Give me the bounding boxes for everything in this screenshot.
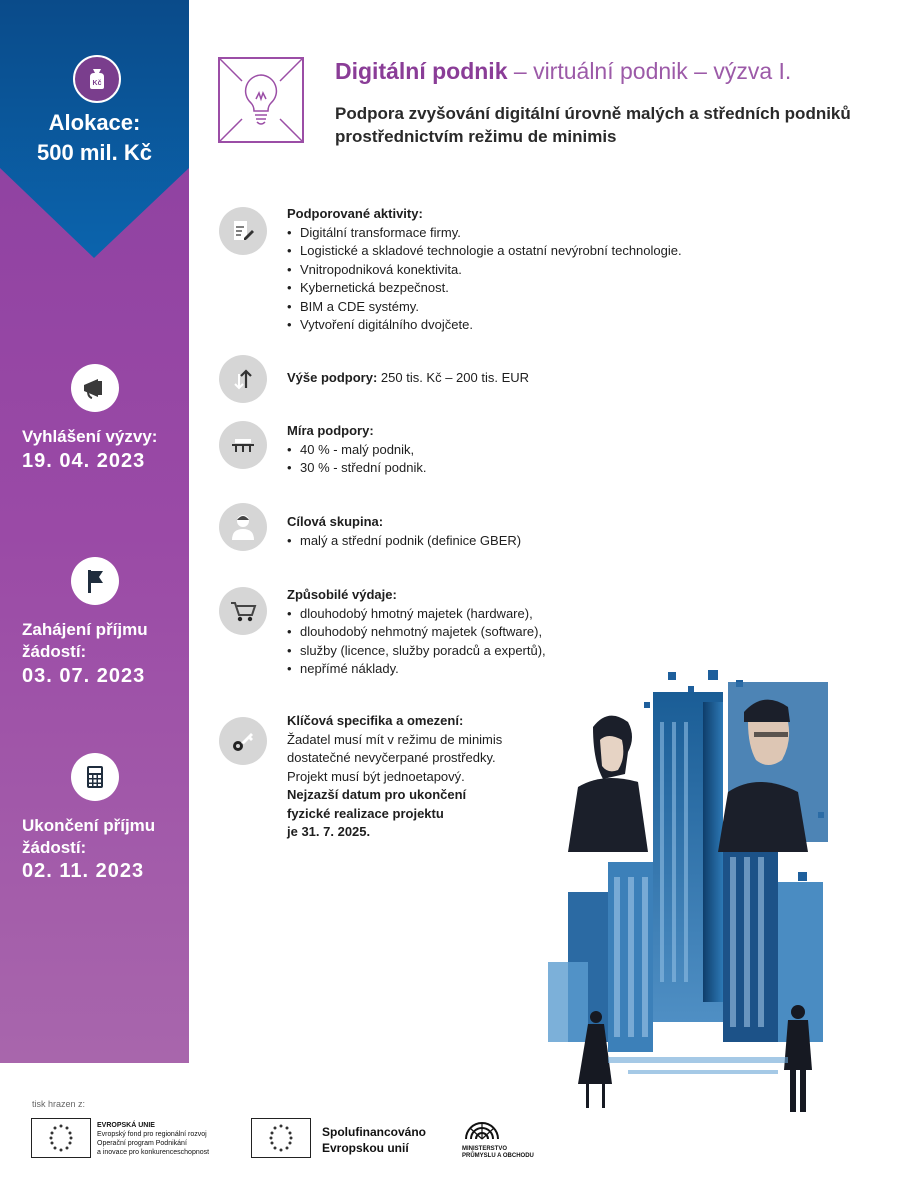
key-icon — [219, 717, 267, 765]
list-item: • Logistické a skladové technologie a ostatní nevýrobní technologie. — [287, 242, 757, 261]
support-amount-value: 250 tis. Kč – 200 tis. EUR — [377, 370, 530, 385]
page-title-rest: – virtuální podnik – výzva I. — [507, 58, 792, 84]
list-item: • dlouhodobý hmotný majetek (hardware), — [287, 605, 757, 624]
intake-end-label-line2: žádostí: — [22, 838, 87, 857]
section-target-group — [287, 513, 757, 550]
call-announcement-date: 19. 04. 2023 — [22, 450, 146, 472]
section-support-rate — [287, 422, 757, 478]
eu-fund-text — [97, 1121, 237, 1157]
activities-list — [287, 224, 757, 335]
specifics-line: Projekt musí být jednoetapový. — [287, 768, 465, 784]
target-group-list — [287, 532, 757, 551]
lightbulb-icon — [218, 57, 304, 143]
megaphone-icon — [71, 364, 119, 412]
specifics-deadline: Nejzazší datum pro ukončení — [287, 787, 467, 802]
support-amount-heading: Výše podpory: — [287, 370, 378, 385]
money-bag-icon — [73, 55, 121, 103]
page-subtitle: Podpora zvyšování digitální úrovně malých a středních podniků prostřednictvím režimu de minimis — [335, 104, 851, 146]
specifics-deadline: je 31. 7. 2025. — [287, 824, 371, 839]
intake-start-date: 03. 07. 2023 — [22, 665, 146, 687]
intake-end-label — [22, 815, 182, 859]
eu-fund-line: Operační program Podnikání — [97, 1140, 187, 1147]
scale-icon — [219, 421, 267, 469]
intake-start-label — [22, 619, 182, 663]
intake-start-label-line2: žádostí: — [22, 642, 87, 661]
section-activities — [287, 205, 757, 335]
activities-heading: Podporované aktivity: — [287, 206, 423, 221]
allocation-value: 500 mil. Kč — [37, 140, 152, 165]
specifics-heading: Klíčová specifika a omezení: — [287, 713, 464, 728]
target-group-heading: Cílová skupina: — [287, 514, 384, 529]
specifics-line: Žadatel musí mít v režimu de minimis — [287, 731, 503, 747]
print-note: tisk hrazen z: — [32, 1099, 86, 1109]
list-item: • Kybernetická bezpečnost. — [287, 279, 757, 298]
ministry-line1: MINISTERSTVO — [462, 1146, 508, 1152]
specifics-deadline: fyzické realizace projektu — [287, 805, 444, 821]
list-item: • služby (licence, služby poradců a expertů), — [287, 642, 757, 661]
intake-start-label-line1: Zahájení příjmu — [22, 620, 148, 639]
eu-fund-line: a inovace pro konkurenceschopnost — [97, 1149, 210, 1156]
cofinanced-text — [322, 1124, 426, 1156]
eu-flag-logo — [31, 1118, 91, 1158]
list-item: • 30 % - střední podnik. — [287, 459, 757, 478]
eligible-costs-heading: Způsobilé výdaje: — [287, 587, 397, 602]
list-item: • dlouhodobý nehmotný majetek (software), — [287, 623, 757, 642]
ministry-logo — [462, 1119, 552, 1160]
page-title-main: Digitální podnik — [335, 58, 508, 84]
support-rate-heading: Míra podpory: — [287, 423, 374, 438]
list-item: • Digitální transformace firmy. — [287, 224, 757, 243]
page-title — [335, 58, 791, 85]
call-announcement-label: Vyhlášení výzvy: — [22, 427, 158, 446]
list-item: • Vnitropodniková konektivita. — [287, 261, 757, 280]
ministry-line2: PRŮMYSLU A OBCHODU — [462, 1153, 534, 1159]
sidebar — [0, 0, 189, 1063]
ministry-emblem-icon — [462, 1119, 502, 1141]
eu-flag-logo — [251, 1118, 311, 1158]
allocation-text — [0, 108, 189, 168]
svg-text:Kč: Kč — [92, 80, 102, 87]
document-edit-icon — [219, 207, 267, 255]
eu-fund-line: Evropský fond pro regionální rozvoj — [97, 1131, 207, 1138]
cofinanced-line2: Evropskou unií — [322, 1141, 409, 1155]
specifics-line: dostatečné nevyčerpané prostředky. — [287, 750, 496, 765]
eu-fund-title: EVROPSKÁ UNIE — [97, 1122, 155, 1129]
cofinanced-line1: Spolufinancováno — [322, 1125, 427, 1139]
list-item: • nepřímé náklady. — [287, 660, 757, 679]
allocation-label: Alokace: — [48, 110, 141, 135]
intake-end-date: 02. 11. 2023 — [22, 860, 145, 882]
up-down-arrows-icon — [219, 355, 267, 403]
shopping-cart-icon — [219, 587, 267, 635]
calculator-icon — [71, 753, 119, 801]
digital-business-illustration — [548, 662, 848, 1122]
list-item: • BIM a CDE systémy. — [287, 298, 757, 317]
list-item: • 40 % - malý podnik, — [287, 441, 757, 460]
intake-end-label-line1: Ukončení příjmu — [22, 816, 156, 835]
person-icon — [219, 503, 267, 551]
support-rate-list — [287, 441, 757, 478]
list-item: • malý a střední podnik (definice GBER) — [287, 532, 757, 551]
section-support-amount — [287, 369, 757, 388]
flag-icon — [71, 557, 119, 605]
list-item: • Vytvoření digitálního dvojčete. — [287, 316, 757, 335]
